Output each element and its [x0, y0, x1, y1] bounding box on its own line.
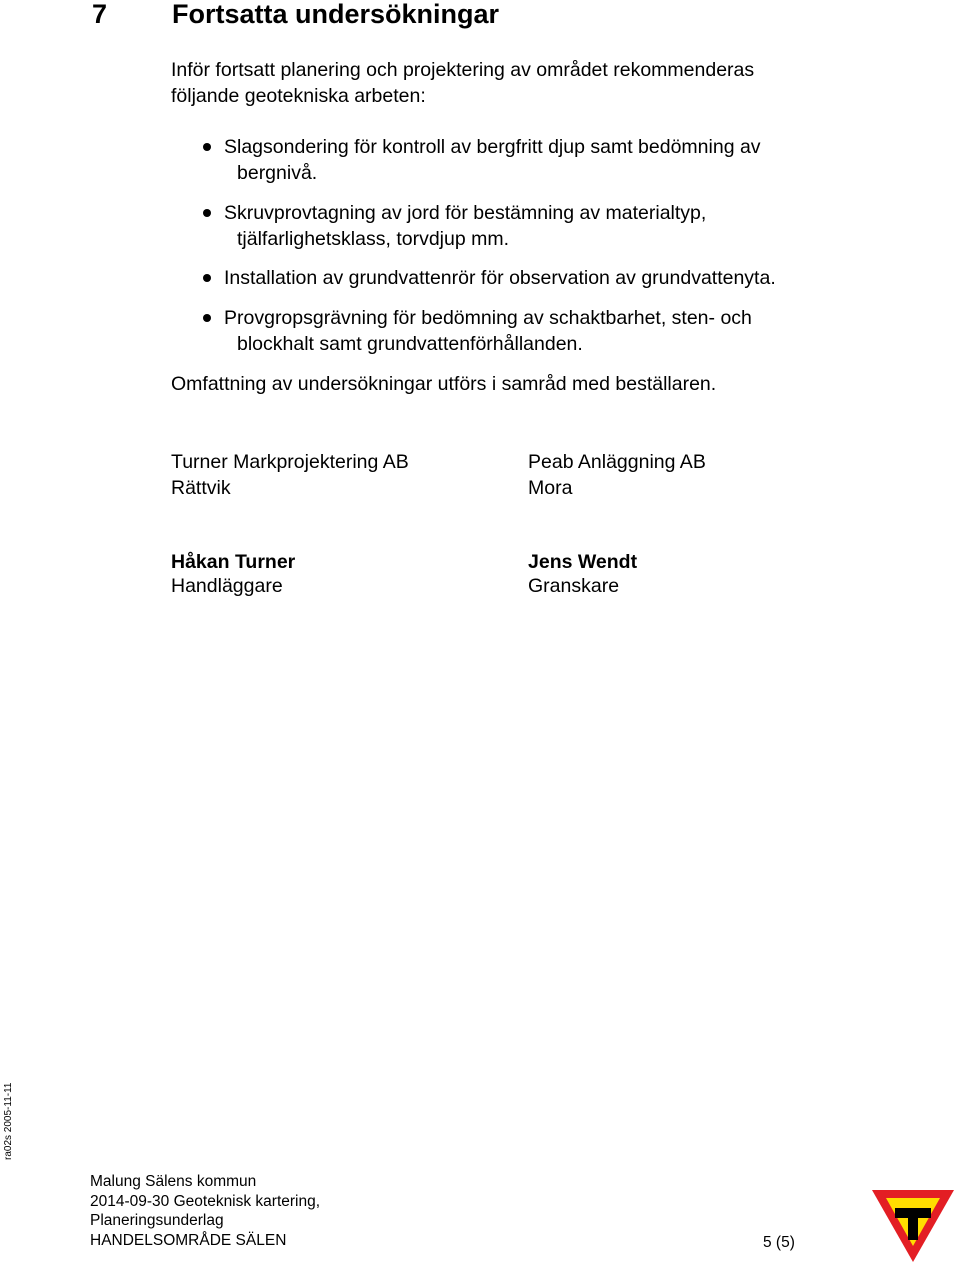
company-block: [528, 450, 706, 500]
scope-paragraph: Omfattning av undersökningar utförs i samråd med beställaren.: [171, 373, 717, 395]
signatory-block: [171, 550, 295, 598]
bullet-text-continued: tjälfarlighetsklass, torvdjup mm.: [237, 228, 510, 250]
company-location: Rättvik: [171, 477, 231, 499]
bullet-text: Slagsondering för kontroll av bergfritt djup samt bedömning av: [224, 136, 761, 158]
logo-t-stem: [908, 1208, 918, 1240]
bullet-icon: [203, 274, 211, 282]
section-title: Fortsatta undersökningar: [172, 0, 500, 29]
side-document-code: ra02s 2005-11-11: [3, 1082, 14, 1160]
bullet-text: Provgropsgrävning för bedömning av schaktbarhet, sten- och: [224, 307, 752, 329]
intro-line: Inför fortsatt planering och projektering av området rekommenderas: [171, 59, 755, 81]
bullet-text-continued: bergnivå.: [237, 162, 318, 184]
bullet-icon: [203, 209, 211, 217]
signatory-name: Jens Wendt: [528, 551, 638, 573]
section-heading: [92, 0, 499, 30]
footer-line: 2014-09-30 Geoteknisk kartering,: [90, 1192, 321, 1210]
footer-line: Malung Sälens kommun: [90, 1173, 257, 1190]
page-number: 5 (5): [763, 1234, 795, 1251]
company-name: Turner Markprojektering AB: [171, 451, 409, 473]
company-block: [171, 450, 409, 500]
footer-line: Planeringsunderlag: [90, 1212, 224, 1229]
bullet-icon: [203, 314, 211, 322]
bullet-text-continued: blockhalt samt grundvattenförhållanden.: [237, 333, 583, 355]
triangle-t-logo: [870, 1188, 956, 1264]
section-number: 7: [92, 0, 108, 29]
signatory-block: [528, 550, 637, 598]
bullet-text: Skruvprovtagning av jord för bestämning av materialtyp,: [224, 202, 707, 224]
intro-paragraph: [171, 57, 754, 109]
intro-line: följande geotekniska arbeten:: [171, 85, 426, 107]
company-location: Mora: [528, 477, 573, 499]
footer-line: HANDELSOMRÅDE SÄLEN: [90, 1231, 287, 1249]
signatory-role: Granskare: [528, 575, 620, 597]
signatory-role: Handläggare: [171, 575, 283, 597]
bullet-text: Installation av grundvattenrör för observation av grundvattenyta.: [224, 267, 776, 289]
bullet-icon: [203, 143, 211, 151]
footer-block: [90, 1172, 320, 1250]
company-name: Peab Anläggning AB: [528, 451, 706, 473]
signatory-name: Håkan Turner: [171, 551, 296, 573]
